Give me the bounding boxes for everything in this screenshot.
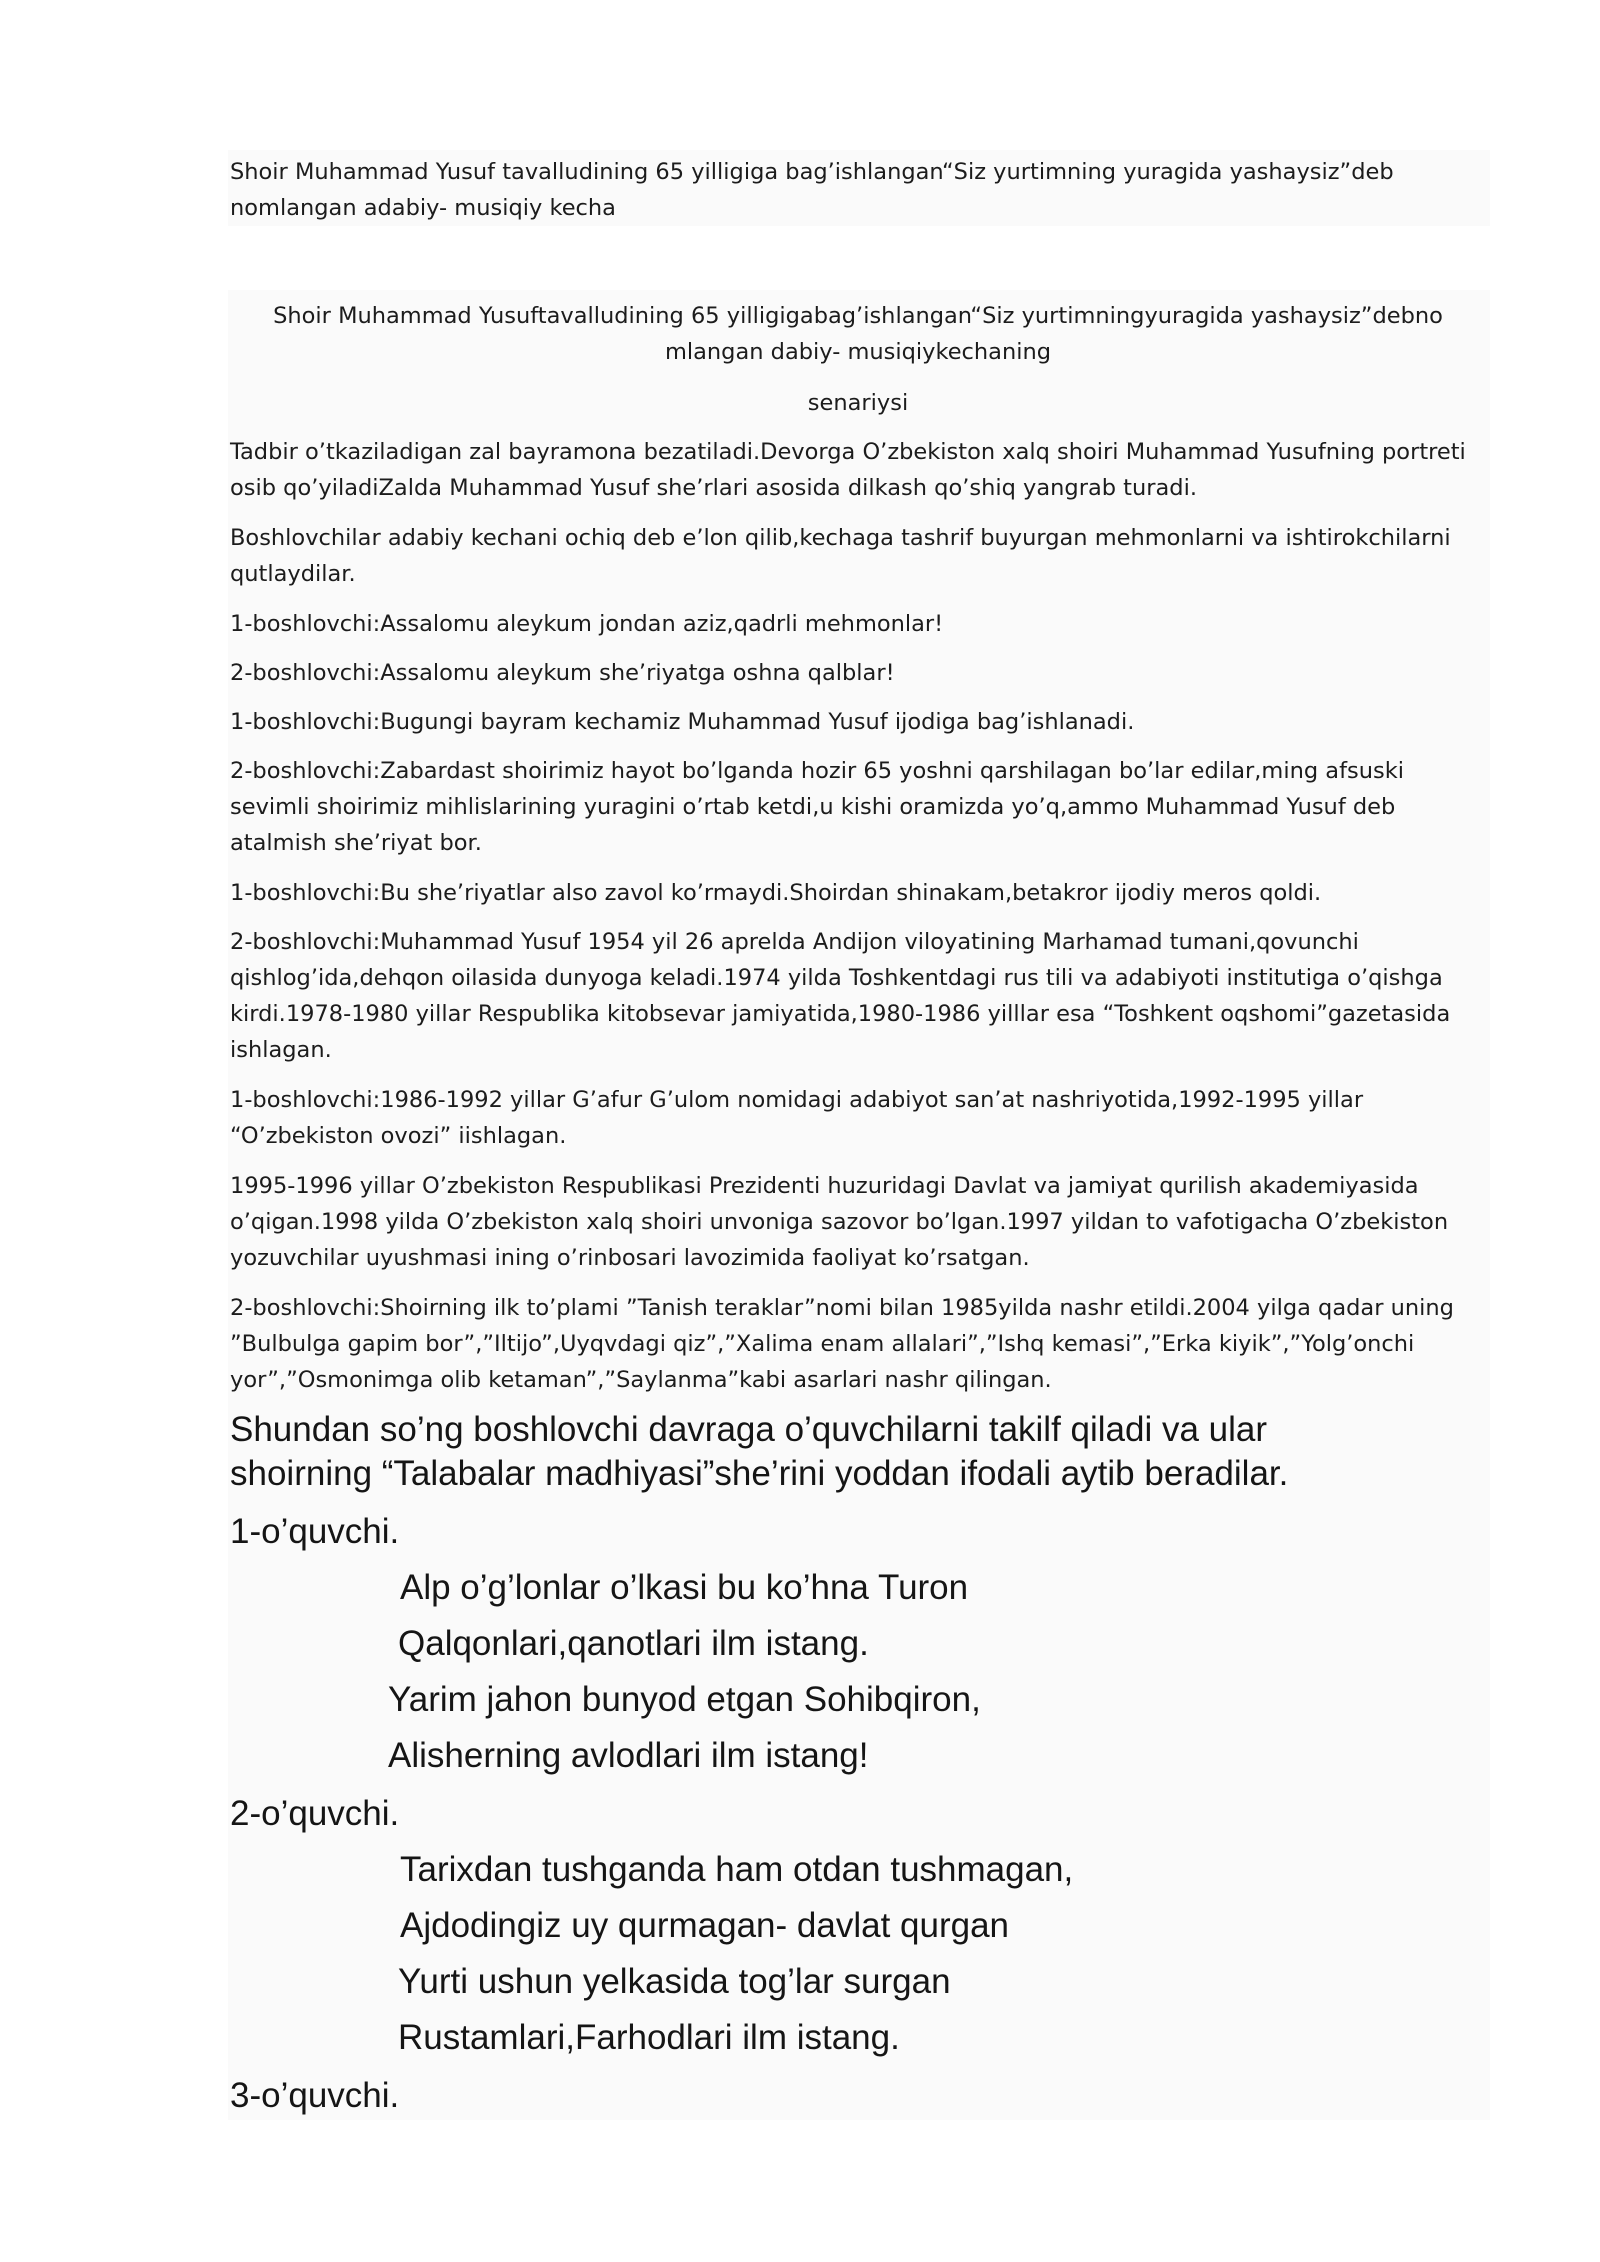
reader-2-label: 2-o’quvchi. (230, 1794, 400, 1833)
paragraph-host2-memory: 2-boshlovchi:Zabardast shoirimiz hayot bo’lganda hozir 65 yoshni qarshilagan bo’lar edilar,ming afsuski sevimli shoirimiz mihlislarining yuragini o’rtab ketdi,u kishi oramizda yo’q,ammo Muhammad Yusuf deb atalmish she’riyat bor. (230, 758, 1404, 856)
paragraph-host2-welcome: 2-boshlovchi:Assalomu aleykum she’riyatga oshna qalblar! (230, 660, 895, 686)
paragraph-career-continued: 1995-1996 yillar O’zbekiston Respublikasi Prezidenti huzuridagi Davlat va jamiyat qurilish akademiyasida o’qigan.1998 yilda O’zbekiston xalq shoiri unvoniga sazovor bo’lgan.1997 yildan to vafotigacha O’zbekiston yozuvchilar uyushmasi ining o’rinbosari lavozimida faoliyat ko’rsatgan. (230, 1173, 1449, 1271)
paragraph-host1-legacy: 1-boshlovchi:Bu she’riyatlar also zavol ko’rmaydi.Shoirdan shinakam,betakror ijodiy meros qoldi. (230, 880, 1322, 906)
document-subtitle: senariysi (807, 390, 909, 416)
poem-2-line-1: Tarixdan tushganda ham otdan tushmagan, (400, 1850, 1074, 1889)
poem-2-line-2: Ajdodingiz uy qurmagan- davlat qurgan (400, 1906, 1009, 1945)
paragraph-host1-dedication: 1-boshlovchi:Bugungi bayram kechamiz Muhammad Yusuf ijodiga bag’ishlanadi. (230, 709, 1135, 735)
paragraph-host2-works: 2-boshlovchi:Shoirning ilk to’plami ”Tanish teraklar”nomi bilan 1985yilda nashr etildi.2004 yilga qadar uning ”Bulbulga gapim bor”,”Iltijo”,Uyqvdagi qiz”,”Xalima enam allalari”,”Ishq kemasi”,”Erka kiyik”,”Yolg’onchi yor”,”Osmonimga olib ketaman”,”Saylanma”kabi asarlari nashr qilingan. (230, 1295, 1454, 1393)
poem-2-line-3: Yurti ushun yelkasida tog’lar surgan (398, 1962, 951, 2001)
paragraph-host2-biography: 2-boshlovchi:Muhammad Yusuf 1954 yil 26 aprelda Andijon viloyatining Marhamad tumani,qovunchi qishlog’ida,dehqon oilasida dunyoga keladi.1974 yilda Toshkentdagi rus tili va adabiyoti institutiga o’qishga kirdi.1978-1980 yillar Respublika kitobsevar jamiyatida,1980-1986 yilllar esa “Toshkent oqshomi”gazetasida ishlagan. (230, 929, 1451, 1063)
poem-2-line-4: Rustamlari,Farhodlari ilm istang. (398, 2018, 900, 2057)
reader-1-label: 1-o’quvchi. (230, 1512, 400, 1551)
poem-1-line-2: Qalqonlari,qanotlari ilm istang. (398, 1624, 869, 1663)
poem-1-line-4: Alisherning avlodlari ilm istang! (388, 1736, 869, 1775)
document-header: Shoir Muhammad Yusuf tavalludining 65 yilligiga bag’ishlangan“Siz yurtimning yuragida yashaysiz”deb nomlangan adabiy- musiqiy kecha (230, 159, 1394, 221)
intro-line-1: Shundan so’ng boshlovchi davraga o’quvchilarni takilf qiladi va ular (230, 1410, 1268, 1449)
poem-1-line-1: Alp o’g’lonlar o’lkasi bu ko’hna Turon (400, 1568, 969, 1607)
reader-3-label: 3-o’quvchi. (230, 2076, 400, 2115)
paragraph-intro: Tadbir o’tkaziladigan zal bayramona bezatiladi.Devorga O’zbekiston xalq shoiri Muhammad Yusufning portreti osib qo’yiladiZalda Muhammad Yusuf she’rlari asosida dilkash qo’shiq yangrab turadi. (230, 439, 1466, 501)
paragraph-greeting: Boshlovchilar adabiy kechani ochiq deb e’lon qilib,kechaga tashrif buyurgan mehmonlarni va ishtirokchilarni qutlaydilar. (230, 525, 1451, 587)
paragraph-host1-career: 1-boshlovchi:1986-1992 yillar G’afur G’ulom nomidagi adabiyot san’at nashriyotida,1992-1995 yillar “O’zbekiston ovozi” iishlagan. (230, 1087, 1364, 1149)
poem-1-line-3: Yarim jahon bunyod etgan Sohibqiron, (388, 1680, 981, 1719)
intro-line-2: shoirning “Talabalar madhiyasi”she’rini yoddan ifodali aytib beradilar. (230, 1454, 1289, 1493)
paragraph-host1-welcome: 1-boshlovchi:Assalomu aleykum jondan aziz,qadrli mehmonlar! (230, 611, 944, 637)
document-title: Shoir Muhammad Yusuftavalludining 65 yilligigabag’ishlangan“Siz yurtimningyuragida yashaysiz”debno mlangan dabiy- musiqiykechaning (273, 303, 1443, 365)
